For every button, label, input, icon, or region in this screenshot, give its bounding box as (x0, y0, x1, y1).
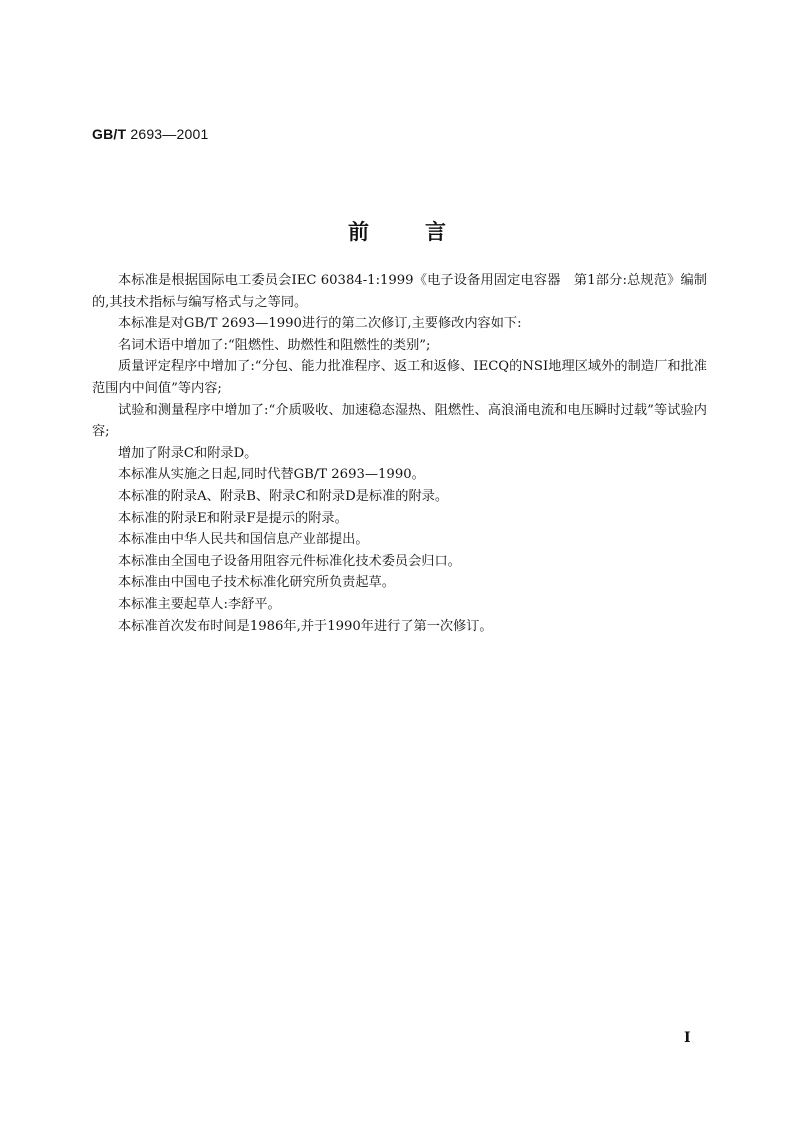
paragraph: 本标准的附录E和附录F是提示的附录。 (118, 510, 348, 526)
paragraph: 本标准从实施之日起,同时代替GB/T 2693—1990。 (118, 467, 425, 483)
paragraph: 质量评定程序中增加了:“分包、能力批准程序、返工和返修、IECQ的NSI地理区域外的制造厂和批准范围内中间值”等内容; (92, 359, 707, 396)
paragraph: 本标准主要起草人:李舒平。 (118, 596, 281, 612)
paragraph: 本标准由全国电子设备用阻容元件标准化技术委员会归口。 (118, 553, 461, 569)
paragraph: 本标准是根据国际电工委员会IEC 60384-1:1999《电子设备用固定电容器 第1部分:总规范》编制的,其技术指标与编写格式与之等同。 (92, 273, 707, 310)
paragraph: 本标准由中国电子技术标准化研究所负责起草。 (118, 575, 395, 591)
paragraph: 本标准的附录A、附录B、附录C和附录D是标准的附录。 (118, 488, 449, 504)
paragraph: 试验和测量程序中增加了:“介质吸收、加速稳态湿热、阻燃性、高浪涌电流和电压瞬时过载”等试验内容; (92, 402, 707, 440)
paragraph: 增加了附录C和附录D。 (118, 445, 258, 461)
paragraph: 名词术语中增加了:“阻燃性、助燃性和阻燃性的类别”; (118, 337, 431, 353)
standard-code (92, 126, 208, 142)
paragraph: 本标准是对GB/T 2693—1990进行的第二次修订,主要修改内容如下: (118, 316, 522, 332)
standard-code-number: 2693—2001 (130, 126, 209, 142)
page-number: I (684, 1030, 691, 1046)
page-title: 前言 (348, 220, 502, 244)
foreword-body (92, 270, 707, 637)
paragraph: 本标准首次发布时间是1986年,并于1990年进行了第一次修订。 (118, 618, 493, 634)
standard-code-prefix: GB/T (92, 126, 127, 142)
paragraph: 本标准由中华人民共和国信息产业部提出。 (118, 532, 369, 548)
